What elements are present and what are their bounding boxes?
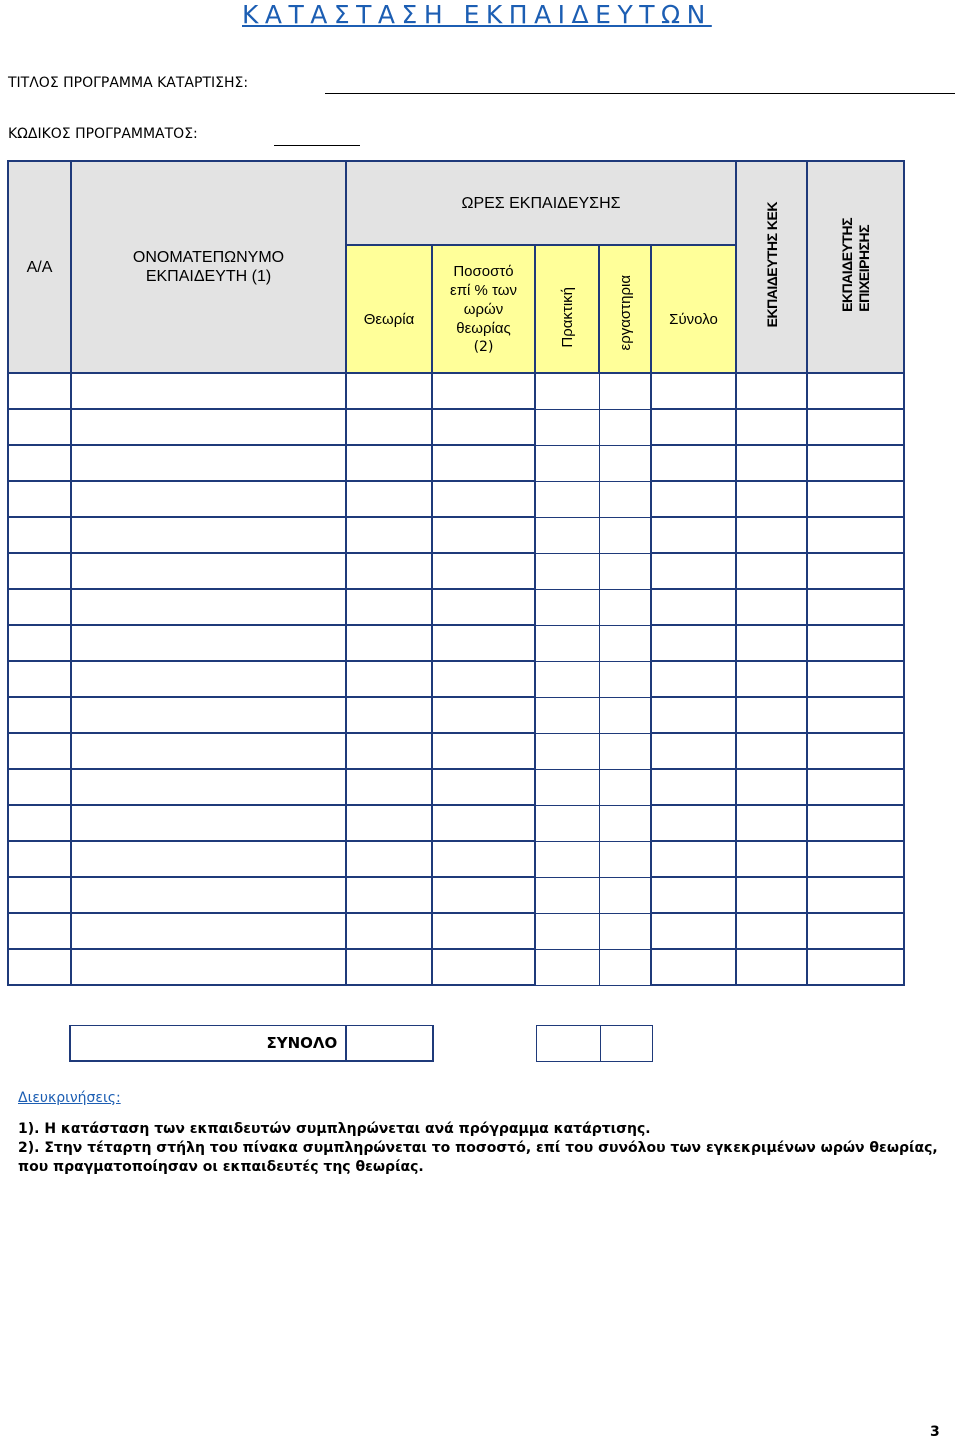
header-name-line2: ΕΚΠΑΙΔΕΥΤΗ (1): [145, 268, 272, 285]
name-cell[interactable]: [71, 409, 346, 445]
practice-cell[interactable]: [535, 841, 599, 877]
header-row-top: [8, 161, 904, 245]
name-cell[interactable]: [71, 841, 346, 877]
trainer-kek-cell[interactable]: [736, 373, 807, 409]
lab-cell[interactable]: [599, 409, 651, 445]
percent-cell[interactable]: [432, 373, 535, 409]
practice-cell[interactable]: [535, 949, 599, 985]
trainer-company-cell[interactable]: [807, 553, 904, 589]
total-cell[interactable]: [651, 517, 736, 553]
trainer-kek-cell[interactable]: [736, 589, 807, 625]
table-row: [8, 481, 904, 517]
aa-cell[interactable]: [8, 517, 71, 553]
percent-cell[interactable]: [432, 769, 535, 805]
trainer-company-cell[interactable]: [807, 733, 904, 769]
theory-cell[interactable]: [346, 949, 432, 985]
program-title-label: ΤΙΤΛΟΣ ΠΡΟΓΡΑΜΜΑ ΚΑΤΑΡΤΙΣΗΣ:: [8, 75, 249, 91]
total-cell[interactable]: [651, 445, 736, 481]
practice-cell[interactable]: [535, 373, 599, 409]
aa-cell[interactable]: [8, 769, 71, 805]
table-row: [8, 877, 904, 913]
name-cell[interactable]: [71, 949, 346, 985]
table-row: [8, 805, 904, 841]
theory-cell[interactable]: [346, 517, 432, 553]
trainer-kek-cell[interactable]: [736, 697, 807, 733]
lab-cell[interactable]: [599, 445, 651, 481]
practice-cell[interactable]: [535, 589, 599, 625]
trainer-company-cell[interactable]: [807, 445, 904, 481]
total-cell[interactable]: [651, 769, 736, 805]
percent-cell[interactable]: [432, 553, 535, 589]
notes-section: [18, 1089, 953, 1177]
theory-cell[interactable]: [346, 877, 432, 913]
total-cell[interactable]: [651, 409, 736, 445]
trainer-kek-cell[interactable]: [736, 625, 807, 661]
trainer-company-cell[interactable]: [807, 409, 904, 445]
header-total: Σύνολο: [651, 245, 736, 373]
trainer-kek-cell[interactable]: [736, 661, 807, 697]
aa-cell[interactable]: [8, 625, 71, 661]
lab-cell[interactable]: [599, 481, 651, 517]
name-cell[interactable]: [71, 877, 346, 913]
practice-cell[interactable]: [535, 409, 599, 445]
total-cell[interactable]: [651, 553, 736, 589]
total-cell[interactable]: [651, 733, 736, 769]
practice-cell[interactable]: [535, 625, 599, 661]
table-row: [8, 589, 904, 625]
name-cell[interactable]: [71, 481, 346, 517]
aa-cell[interactable]: [8, 805, 71, 841]
trainer-company-cell[interactable]: [807, 877, 904, 913]
table-row: [8, 409, 904, 445]
table-row: [8, 913, 904, 949]
lab-cell[interactable]: [599, 877, 651, 913]
percent-cell[interactable]: [432, 877, 535, 913]
table-row: [8, 769, 904, 805]
total-row: [7, 1026, 653, 1062]
trainer-company-cell[interactable]: [807, 625, 904, 661]
table-row: [8, 625, 904, 661]
percent-cell[interactable]: [432, 805, 535, 841]
trainer-kek-cell[interactable]: [736, 445, 807, 481]
percent-cell[interactable]: [432, 481, 535, 517]
header-trainer-company: ΕΚΠΑΙΔΕΥΤΗΣΕΠΙΧΕΙΡΗΣΗΣ: [807, 161, 904, 373]
header-trainer-name: [71, 161, 346, 373]
total-practice-cell[interactable]: [536, 1026, 600, 1062]
aa-cell[interactable]: [8, 841, 71, 877]
aa-cell[interactable]: [8, 913, 71, 949]
trainer-kek-cell[interactable]: [736, 805, 807, 841]
program-code-label: ΚΩΔΙΚΟΣ ΠΡΟΓΡΑΜΜΑΤΟΣ:: [8, 126, 198, 142]
trainer-company-cell[interactable]: [807, 805, 904, 841]
trainer-company-cell[interactable]: [807, 913, 904, 949]
trainer-company-cell[interactable]: [807, 661, 904, 697]
practice-cell[interactable]: [535, 445, 599, 481]
name-cell[interactable]: [71, 517, 346, 553]
practice-cell[interactable]: [535, 913, 599, 949]
aa-cell[interactable]: [8, 409, 71, 445]
table-row: [8, 517, 904, 553]
totals-table: [7, 1025, 653, 1062]
percent-cell[interactable]: [432, 841, 535, 877]
table-row: [8, 949, 904, 985]
total-cell[interactable]: [651, 877, 736, 913]
practice-cell[interactable]: [535, 733, 599, 769]
header-theory: Θεωρία: [346, 245, 432, 373]
name-cell[interactable]: [71, 661, 346, 697]
aa-cell[interactable]: [8, 373, 71, 409]
percent-cell[interactable]: [432, 445, 535, 481]
header-trainer-kek: ΕΚΠΑΙΔΕΥΤΗΣ ΚΕΚ: [736, 161, 807, 373]
lab-cell[interactable]: [599, 769, 651, 805]
table-row: [8, 661, 904, 697]
header-lab: εργαστηρια: [599, 245, 651, 373]
lab-cell[interactable]: [599, 949, 651, 985]
trainer-company-cell[interactable]: [807, 373, 904, 409]
trainer-company-cell[interactable]: [807, 841, 904, 877]
trainer-company-cell[interactable]: [807, 697, 904, 733]
trainer-kek-cell[interactable]: [736, 553, 807, 589]
practice-cell[interactable]: [535, 517, 599, 553]
total-cell[interactable]: [651, 805, 736, 841]
trainer-kek-cell[interactable]: [736, 913, 807, 949]
percent-cell[interactable]: [432, 949, 535, 985]
percent-cell[interactable]: [432, 913, 535, 949]
trainers-table: [7, 160, 905, 986]
total-cell[interactable]: [651, 949, 736, 985]
theory-cell[interactable]: [346, 661, 432, 697]
name-cell[interactable]: [71, 373, 346, 409]
total-cell[interactable]: [651, 661, 736, 697]
trainer-kek-cell[interactable]: [736, 517, 807, 553]
percent-cell[interactable]: [432, 409, 535, 445]
theory-cell[interactable]: [346, 841, 432, 877]
theory-cell[interactable]: [346, 481, 432, 517]
total-cell[interactable]: [651, 913, 736, 949]
trainer-company-cell[interactable]: [807, 769, 904, 805]
theory-cell[interactable]: [346, 373, 432, 409]
header-training-hours: ΩΡΕΣ ΕΚΠΑΙΔΕΥΣΗΣ: [346, 161, 736, 245]
name-cell[interactable]: [71, 913, 346, 949]
lab-cell[interactable]: [599, 373, 651, 409]
table-row: [8, 733, 904, 769]
practice-cell[interactable]: [535, 661, 599, 697]
header-practice: Πρακτική: [535, 245, 599, 373]
name-cell[interactable]: [71, 589, 346, 625]
program-code-field[interactable]: [274, 145, 360, 146]
lab-cell[interactable]: [599, 517, 651, 553]
page-title: ΚΑΤΑΣΤΑΣΗ ΕΚΠΑΙΔΕΥΤΩΝ: [242, 0, 712, 29]
trainer-kek-cell[interactable]: [736, 733, 807, 769]
table-row: [8, 697, 904, 733]
note-2: 2). Στην τέταρτη στήλη του πίνακα συμπληρώνεται το ποσοστό, επί του συνόλου των εγκεκριμένων ωρών θεωρίας, που πραγματοποίησαν οι εκπαιδευτές της θεωρίας.: [18, 1140, 938, 1175]
practice-cell[interactable]: [535, 805, 599, 841]
name-cell[interactable]: [71, 445, 346, 481]
aa-cell[interactable]: [8, 661, 71, 697]
practice-cell[interactable]: [535, 481, 599, 517]
total-cell[interactable]: [651, 697, 736, 733]
theory-cell[interactable]: [346, 445, 432, 481]
percent-cell[interactable]: [432, 517, 535, 553]
theory-cell[interactable]: [346, 805, 432, 841]
program-title-field[interactable]: [325, 93, 955, 94]
trainer-kek-cell[interactable]: [736, 841, 807, 877]
page-number: 3: [930, 1424, 940, 1440]
trainer-company-cell[interactable]: [807, 481, 904, 517]
header-percent: Ποσοστό επί % των ωρών θεωρίας (2): [432, 245, 535, 373]
total-cell[interactable]: [651, 625, 736, 661]
practice-cell[interactable]: [535, 769, 599, 805]
note-1: 1). Η κατάσταση των εκπαιδευτών συμπληρώνεται ανά πρόγραμμα κατάρτισης.: [18, 1121, 651, 1137]
total-cell[interactable]: [651, 481, 736, 517]
lab-cell[interactable]: [599, 805, 651, 841]
theory-cell[interactable]: [346, 625, 432, 661]
header-name-line1: ΟΝΟΜΑΤΕΠΩΝΥΜΟ: [132, 249, 285, 266]
name-cell[interactable]: [71, 625, 346, 661]
practice-cell[interactable]: [535, 553, 599, 589]
total-cell[interactable]: [651, 373, 736, 409]
name-cell[interactable]: [71, 805, 346, 841]
theory-cell[interactable]: [346, 409, 432, 445]
table-row: [8, 553, 904, 589]
table-row: [8, 373, 904, 409]
header-aa: Α/Α: [8, 161, 71, 373]
trainer-kek-cell[interactable]: [736, 877, 807, 913]
percent-cell[interactable]: [432, 589, 535, 625]
lab-cell[interactable]: [599, 661, 651, 697]
name-cell[interactable]: [71, 553, 346, 589]
theory-cell[interactable]: [346, 589, 432, 625]
total-label: ΣΥΝΟΛΟ: [70, 1026, 346, 1062]
aa-cell[interactable]: [8, 553, 71, 589]
lab-cell[interactable]: [599, 625, 651, 661]
total-theory-cell[interactable]: [346, 1026, 432, 1062]
aa-cell[interactable]: [8, 589, 71, 625]
table-row: [8, 445, 904, 481]
theory-cell[interactable]: [346, 553, 432, 589]
percent-cell[interactable]: [432, 733, 535, 769]
percent-cell[interactable]: [432, 625, 535, 661]
aa-cell[interactable]: [8, 733, 71, 769]
aa-cell[interactable]: [8, 697, 71, 733]
trainer-company-cell[interactable]: [807, 949, 904, 985]
lab-cell[interactable]: [599, 697, 651, 733]
trainer-kek-cell[interactable]: [736, 409, 807, 445]
aa-cell[interactable]: [8, 445, 71, 481]
practice-cell[interactable]: [535, 877, 599, 913]
name-cell[interactable]: [71, 697, 346, 733]
theory-cell[interactable]: [346, 697, 432, 733]
total-cell[interactable]: [651, 589, 736, 625]
table-row: [8, 841, 904, 877]
total-spacer: [7, 1026, 70, 1062]
lab-cell[interactable]: [599, 733, 651, 769]
trainer-kek-cell[interactable]: [736, 481, 807, 517]
percent-cell[interactable]: [432, 697, 535, 733]
total-gap: [433, 1026, 536, 1062]
lab-cell[interactable]: [599, 589, 651, 625]
practice-cell[interactable]: [535, 697, 599, 733]
trainer-kek-cell[interactable]: [736, 949, 807, 985]
theory-cell[interactable]: [346, 733, 432, 769]
trainer-company-cell[interactable]: [807, 589, 904, 625]
percent-cell[interactable]: [432, 661, 535, 697]
theory-cell[interactable]: [346, 769, 432, 805]
lab-cell[interactable]: [599, 553, 651, 589]
lab-cell[interactable]: [599, 913, 651, 949]
name-cell[interactable]: [71, 733, 346, 769]
aa-cell[interactable]: [8, 949, 71, 985]
aa-cell[interactable]: [8, 481, 71, 517]
trainer-company-cell[interactable]: [807, 517, 904, 553]
name-cell[interactable]: [71, 769, 346, 805]
total-lab-cell[interactable]: [600, 1026, 652, 1062]
theory-cell[interactable]: [346, 913, 432, 949]
notes-heading: Διευκρινήσεις:: [18, 1090, 121, 1106]
trainer-kek-cell[interactable]: [736, 769, 807, 805]
lab-cell[interactable]: [599, 841, 651, 877]
aa-cell[interactable]: [8, 877, 71, 913]
total-cell[interactable]: [651, 841, 736, 877]
